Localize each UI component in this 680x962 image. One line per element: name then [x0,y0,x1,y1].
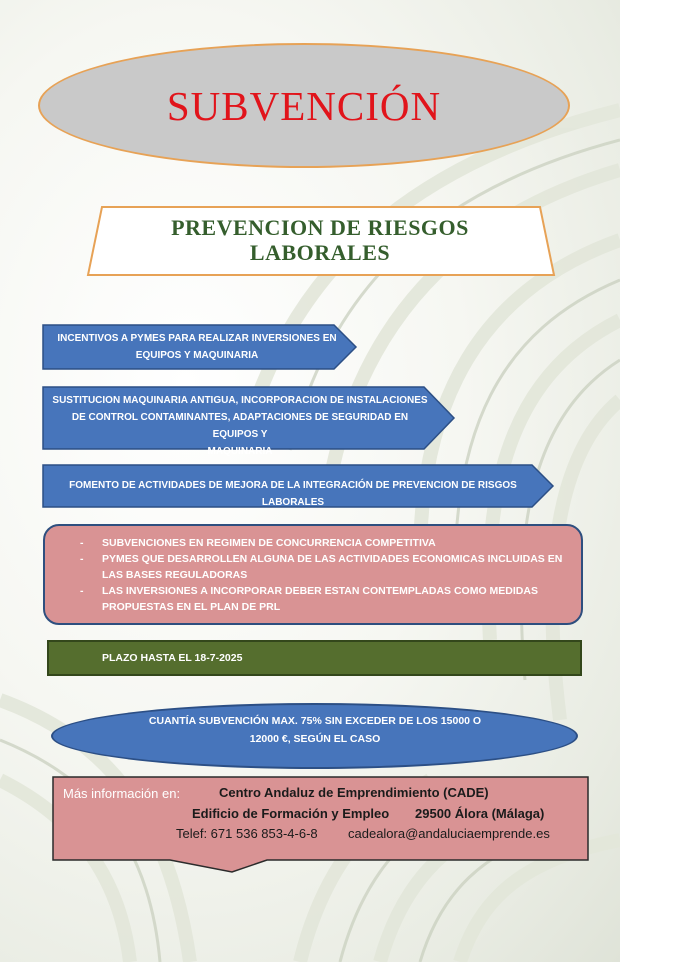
list-item [80,535,570,551]
more-info-label: Más información en: [63,786,181,801]
condition-2-line-1: PYMES QUE DESARROLLEN ALGUNA DE LAS ACTIVIDADES ECONOMICAS INCLUIDAS EN [102,553,563,565]
condition-3-line-2: PROPUESTAS EN EL PLAN DE PRL [102,601,281,613]
arrow-2-line-3: MAQUINARIA [207,446,273,457]
contact-phone: Telef: 671 536 853-4-6-8 [176,826,318,841]
arrow-2-line-2: DE CONTROL CONTAMINANTES, ADAPTACIONES DE SEGURIDAD EN EQUIPOS Y [71,412,409,440]
amount-text [120,712,510,748]
contact-building: Edificio de Formación y Empleo [192,806,390,821]
page-title: SUBVENCIÓN [166,82,442,129]
topic-heading [130,215,510,265]
arrow-text-3 [48,477,538,511]
condition-2-line-2: LAS BASES REGULADORAS [102,569,248,581]
conditions-list [80,535,570,615]
list-item [80,551,570,583]
arrow-1-line-1: INCENTIVOS A PYMES PARA REALIZAR INVERSIONES EN [57,333,337,344]
condition-1-line-1: SUBVENCIONES EN REGIMEN DE CONCURRENCIA COMPETITIVA [102,537,436,549]
arrow-text-1 [52,330,342,364]
bullet-dash: - [80,537,84,549]
arrow-text-2 [50,392,430,460]
bullet-dash: - [80,585,84,597]
amount-line-2: 12000 €, SEGÚN EL CASO [249,733,381,745]
arrow-3-line-1: FOMENTO DE ACTIVIDADES DE MEJORA DE LA INTEGRACIÓN DE PREVENCION DE RISGOS LABORALES [69,480,517,508]
arrow-1-line-2: EQUIPOS Y MAQUINARIA [135,350,259,361]
amount-line-1: CUANTÍA SUBVENCIÓN MAX. 75% SIN EXCEDER DE LOS 15000 O [148,715,482,727]
contact-organization: Centro Andaluz de Emprendimiento (CADE) [219,785,489,800]
contact-postal-address: 29500 Álora (Málaga) [415,806,545,821]
arrow-2-line-1: SUSTITUCION MAQUINARIA ANTIGUA, INCORPORACION DE INSTALACIONES [52,395,428,406]
topic-line-1: PREVENCION DE RIESGOS [171,215,469,240]
deadline-text: PLAZO HASTA EL 18-7-2025 [102,652,243,664]
list-item [80,583,570,615]
topic-line-2: LABORALES [249,240,391,265]
condition-3-line-1: LAS INVERSIONES A INCORPORAR DEBER ESTAN CONTEMPLADAS COMO MEDIDAS [102,585,538,597]
bullet-dash: - [80,553,84,565]
title-oval [38,43,570,168]
contact-email: cadealora@andaluciaemprende.es [348,826,550,841]
